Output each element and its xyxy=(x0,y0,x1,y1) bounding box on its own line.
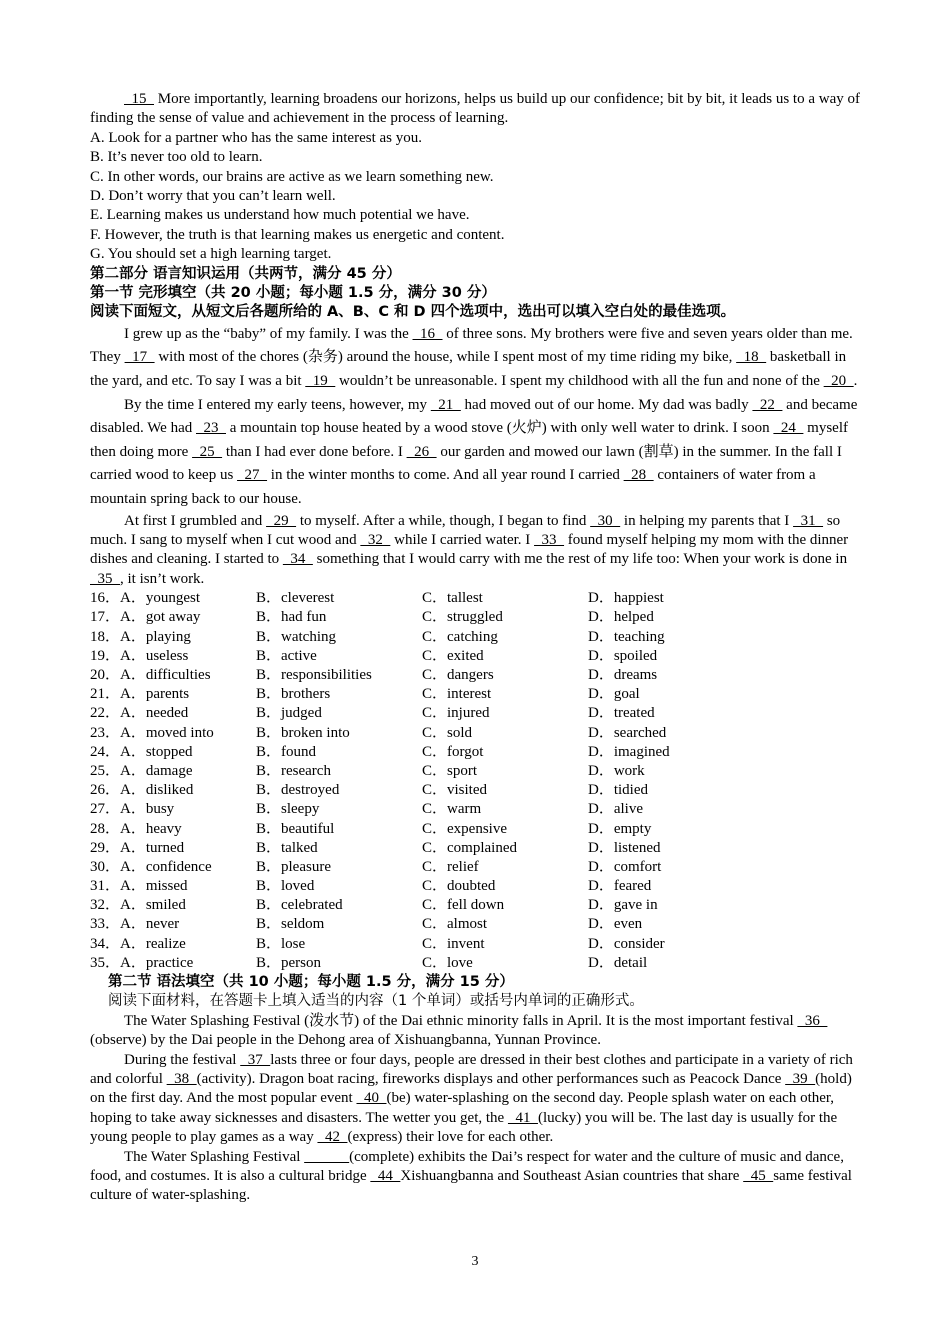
choice-option: C．relief xyxy=(422,858,479,875)
part2-heading: 第二部分 语言知识运用（共两节，满分 45 分） xyxy=(90,265,401,282)
section1-instruction: 阅读下面短文，从短文后各题所给的 A、B、C 和 D 四个选项中，选出可以填入空白处的最佳选项。 xyxy=(90,304,736,321)
choice-option: D．dreams xyxy=(588,667,658,683)
passage-text: (express) their love for each other. xyxy=(347,1129,554,1146)
choice-row xyxy=(90,589,860,608)
choice-option: 31．A．missed xyxy=(90,878,188,895)
exam-page xyxy=(90,90,860,1206)
choice-row xyxy=(90,762,860,781)
choice-option: D．comfort xyxy=(588,858,662,875)
passage-text: (observe) by the Dai people in the Dehong area of Xishuangbanna, Yunnan Province. xyxy=(90,1032,601,1049)
reading-option: A. Look for a partner who has the same interest as you. xyxy=(90,129,422,146)
cloze-choices xyxy=(90,589,860,973)
choice-option: B．broken into xyxy=(256,724,350,741)
choice-option: D．goal xyxy=(588,686,640,703)
choice-option: 33．A．never xyxy=(90,916,180,933)
passage-text: The Water Splashing Festival xyxy=(124,1148,305,1165)
passage-text: I grew up as the “baby” of my family. I was the xyxy=(124,325,413,342)
choice-option: 19．A．useless xyxy=(90,647,189,664)
choice-row xyxy=(90,781,860,800)
choice-option: D．alive xyxy=(588,801,643,818)
choice-row xyxy=(90,858,860,877)
choice-option: B．research xyxy=(256,762,331,779)
choice-option: B．active xyxy=(256,647,317,664)
passage-text: of three sons. My brothers were five and seven years older than me. They xyxy=(90,325,853,366)
choice-row xyxy=(90,724,860,743)
passage-text: (hold) on the first day. And the most popular event xyxy=(90,1071,852,1107)
choice-option: 20．A．difficulties xyxy=(90,667,211,683)
choice-option: 16．A．youngest xyxy=(90,590,200,607)
passage-text: to myself. After a while, though, I began to find xyxy=(296,512,591,529)
choice-row xyxy=(90,820,860,839)
choice-option: B．loved xyxy=(256,878,315,895)
cloze-paragraph xyxy=(90,323,860,394)
grammar-paragraph xyxy=(90,1148,860,1206)
answer-blank: 38 xyxy=(166,1071,197,1088)
answer-blank: 25 xyxy=(192,443,223,460)
choice-option: B．judged xyxy=(256,705,322,722)
passage-text: our garden and mowed our lawn (割草) in the summer. In the fall I carried wood to keep us xyxy=(90,443,842,484)
answer-blank: 24 xyxy=(773,420,804,437)
passage-text: same festival culture of water-splashing. xyxy=(90,1168,852,1204)
choice-option: B．seldom xyxy=(256,916,325,933)
choice-option: B．lose xyxy=(256,935,306,952)
answer-blank: 32 xyxy=(360,532,391,549)
choice-option: C．tallest xyxy=(422,590,483,607)
choice-option: B．talked xyxy=(256,839,318,856)
choice-option: B．beautiful xyxy=(256,820,335,837)
choice-option: 28．A．heavy xyxy=(90,820,182,837)
passage-text: myself then doing more xyxy=(90,420,848,460)
choice-option: D．gave in xyxy=(588,897,658,914)
choice-row xyxy=(90,608,860,627)
passage-text: with most of the chores (杂务) around the house, while I spent most of my time riding my bike, xyxy=(154,349,737,366)
answer-blank: 33 xyxy=(534,532,565,549)
choice-row xyxy=(90,877,860,896)
choice-option: C．struggled xyxy=(422,609,503,626)
choice-row xyxy=(90,666,860,685)
choice-option: B．responsibilities xyxy=(256,667,372,683)
choice-option: D．teaching xyxy=(588,628,665,645)
choice-option: 25．A．damage xyxy=(90,762,193,779)
choice-option: C．sold xyxy=(422,724,473,741)
choice-option: B．pleasure xyxy=(256,858,331,875)
choice-option: B．sleepy xyxy=(256,801,320,818)
choice-row xyxy=(90,628,860,647)
grammar-paragraph xyxy=(90,1051,860,1148)
answer-blank: 37 xyxy=(240,1051,271,1068)
answer-blank: 31 xyxy=(793,512,824,529)
choice-option: D．imagined xyxy=(588,743,670,760)
answer-blank: 23 xyxy=(196,420,226,437)
choice-option: C．complained xyxy=(422,839,517,856)
choice-option: C．exited xyxy=(422,647,484,664)
section2-heading: 第二节 语法填空（共 10 小题；每小题 1.5 分，满分 15 分） xyxy=(108,974,514,990)
reading-options xyxy=(90,129,860,265)
answer-blank: 41 xyxy=(507,1109,538,1126)
reading-option: C. In other words, our brains are active as we learn something new. xyxy=(90,168,494,185)
choice-option: C．visited xyxy=(422,782,488,799)
choice-option: B．destroyed xyxy=(256,782,340,799)
passage-text: (lucky) you will be. The last day is usually for the young people to play games as a way xyxy=(90,1109,838,1146)
answer-blank: 40 xyxy=(356,1090,387,1107)
passage-text: while I carried water. I xyxy=(390,532,535,549)
section2-instruction: 阅读下面材料，在答题卡上填入适当的内容（1 个单词）或括号内单词的正确形式。 xyxy=(108,993,644,1010)
passage-text: had moved out of our home. My dad was badly xyxy=(460,396,753,413)
passage-text: in the winter months to come. And all year round I carried xyxy=(267,467,624,484)
answer-blank: 42 xyxy=(317,1129,348,1146)
reading-option: G. You should set a high learning target. xyxy=(90,246,332,263)
choice-option: B．found xyxy=(256,743,317,760)
choice-option: C．injured xyxy=(422,705,490,722)
choice-option: D．feared xyxy=(588,878,652,895)
answer-blank: 21 xyxy=(430,396,461,413)
choice-option: D．spoiled xyxy=(588,647,658,664)
choice-option: 17．A．got away xyxy=(90,609,201,626)
choice-option: 23．A．moved into xyxy=(90,724,214,741)
answer-blank: 22 xyxy=(752,396,783,413)
answer-blank: 15 xyxy=(124,91,154,107)
passage-text: so much. I sang to myself when I cut wood and xyxy=(90,512,841,549)
choice-option: C．forgot xyxy=(422,743,484,760)
passage-text: basketball in the yard, and etc. To say I was a bit xyxy=(90,349,847,390)
choice-option: D．treated xyxy=(588,705,655,722)
choice-option: D．even xyxy=(588,916,643,933)
answer-blank: 44 xyxy=(370,1168,401,1185)
passage-text: Xishuangbanna and Southeast Asian countries that share xyxy=(400,1168,744,1185)
choice-option: 35．A．practice xyxy=(90,954,194,971)
choice-option: D．listened xyxy=(588,839,661,856)
page-number: 3 xyxy=(471,1254,479,1269)
answer-blank: 17 xyxy=(124,349,155,366)
choice-option: C．almost xyxy=(422,916,488,933)
passage-text: wouldn’t be unreasonable. I spent my childhood with all the fun and none of the xyxy=(335,373,824,390)
passage-text: The Water Splashing Festival (泼水节) of the Dai ethnic minority falls in April. It is the most important festival xyxy=(124,1012,798,1029)
choice-option: D．happiest xyxy=(588,590,664,607)
passage-text: During the festival xyxy=(124,1051,241,1068)
passage-text: found myself helping my mom with the dinner dishes and cleaning. I started to xyxy=(90,532,849,568)
choice-option: 24．A．stopped xyxy=(90,743,193,760)
choice-option: B．celebrated xyxy=(256,897,343,914)
choice-row xyxy=(90,743,860,762)
answer-blank: 29 xyxy=(266,512,297,529)
passage-text: . xyxy=(853,373,858,390)
choice-option: 34．A．realize xyxy=(90,935,186,952)
choice-row xyxy=(90,915,860,934)
choice-option: D．empty xyxy=(588,820,652,837)
choice-option: B．brothers xyxy=(256,686,331,703)
choice-row xyxy=(90,935,860,954)
choice-row xyxy=(90,647,860,666)
choice-option: D．detail xyxy=(588,954,648,971)
reading-option: D. Don’t worry that you can’t learn well. xyxy=(90,188,336,205)
answer-blank: 45 xyxy=(743,1168,774,1185)
choice-option: B．watching xyxy=(256,628,336,645)
passage-text: something that I would carry with me the rest of my life too: When your work is done in xyxy=(312,551,848,568)
answer-blank: 36 xyxy=(797,1012,828,1029)
choice-option: D．consider xyxy=(588,935,665,952)
choice-option: B．had fun xyxy=(256,609,327,626)
passage-text: in helping my parents that I xyxy=(620,512,794,529)
answer-blank: 30 xyxy=(590,512,621,529)
passage-text: (activity). Dragon boat racing, fireworks displays and other performances such as Peacock Dance xyxy=(196,1071,786,1088)
section1-heading: 第一节 完形填空（共 20 小题；每小题 1.5 分，满分 30 分） xyxy=(90,285,496,302)
reading-option: E. Learning makes us understand how much potential we have. xyxy=(90,207,470,224)
passage-text: (be) water-splashing on the second day. People splash water on each other, hoping to take away sicknesses and disasters. The wetter you get, the xyxy=(90,1090,835,1126)
choice-option: D．work xyxy=(588,762,645,779)
passage-text: More importantly, learning broadens our horizons, helps us build up our confidence; bit by bit, it leads us to a way of finding the sense of value and achievement in the process of learning. xyxy=(90,91,860,127)
passage-text: and became disabled. We had xyxy=(90,396,858,437)
answer-blank: 27 xyxy=(237,467,268,484)
choice-option: C．sport xyxy=(422,762,478,779)
choice-option: C．love xyxy=(422,954,473,971)
choice-row xyxy=(90,954,860,973)
choice-option: C．doubted xyxy=(422,878,496,895)
answer-blank: 19 xyxy=(305,373,336,390)
passage-text: (complete) exhibits the Dai’s respect for water and the culture of music and dance, food, and costumes. It is also a cultural bridge xyxy=(90,1148,844,1185)
choice-row xyxy=(90,704,860,723)
choice-row xyxy=(90,685,860,704)
choice-row xyxy=(90,839,860,858)
reading-option: F. However, the truth is that learning makes us energetic and content. xyxy=(90,226,505,243)
answer-blank: 16 xyxy=(412,325,443,342)
choice-option: C．expensive xyxy=(422,820,507,837)
choice-option: C．dangers xyxy=(422,667,494,683)
choice-option: B．person xyxy=(256,954,321,971)
choice-option: C．interest xyxy=(422,686,492,703)
choice-option: 26．A．disliked xyxy=(90,782,194,799)
choice-option: C．catching xyxy=(422,628,498,645)
answer-blank: 35 xyxy=(90,570,120,587)
grammar-paragraph xyxy=(90,1012,860,1051)
reading-paragraph xyxy=(90,90,860,129)
reading-option: B. It’s never too old to learn. xyxy=(90,149,263,166)
passage-text: a mountain top house heated by a wood stove (火炉) with only well water to drink. I soon xyxy=(226,420,774,437)
choice-option: C．fell down xyxy=(422,897,505,914)
passage-text: , it isn’t work. xyxy=(120,570,205,587)
grammar-passage xyxy=(90,1012,860,1206)
answer-blank xyxy=(304,1149,349,1165)
answer-blank: 18 xyxy=(736,349,767,366)
cloze-passage xyxy=(90,323,860,589)
choice-option: D．tidied xyxy=(588,782,648,799)
choice-row xyxy=(90,896,860,915)
choice-option: 22．A．needed xyxy=(90,705,189,722)
choice-option: 29．A．turned xyxy=(90,839,185,856)
choice-option: D．helped xyxy=(588,609,654,626)
answer-blank: 28 xyxy=(623,467,654,484)
choice-option: D．searched xyxy=(588,724,667,741)
passage-text: By the time I entered my early teens, however, my xyxy=(124,396,431,413)
choice-row xyxy=(90,800,860,819)
choice-option: 32．A．smiled xyxy=(90,897,186,914)
answer-blank: 20 xyxy=(823,373,854,390)
passage-text: At first I grumbled and xyxy=(124,512,267,529)
choice-option: B．cleverest xyxy=(256,590,335,607)
choice-option: C．warm xyxy=(422,801,482,818)
choice-option: 30．A．confidence xyxy=(90,858,212,875)
choice-option: C．invent xyxy=(422,935,485,952)
cloze-paragraph xyxy=(90,512,860,590)
choice-option: 21．A．parents xyxy=(90,686,190,703)
passage-text: lasts three or four days, people are dressed in their best clothes and participate in a variety of rich and colorful xyxy=(90,1051,853,1088)
passage-text: than I had ever done before. I xyxy=(222,443,407,460)
passage-text: containers of water from a mountain spring back to our house. xyxy=(90,467,816,508)
answer-blank: 34 xyxy=(282,551,313,568)
cloze-paragraph xyxy=(90,394,860,512)
answer-blank: 26 xyxy=(406,443,437,460)
choice-option: 18．A．playing xyxy=(90,628,191,645)
choice-option: 27．A．busy xyxy=(90,801,175,818)
answer-blank: 39 xyxy=(785,1071,816,1088)
